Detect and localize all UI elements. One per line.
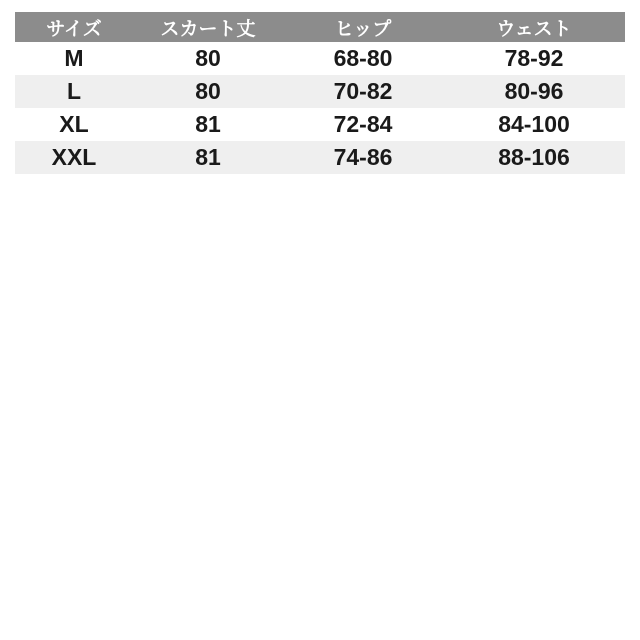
table-row [15, 108, 625, 141]
cell-skirt-length: 81 [133, 141, 283, 174]
cell-size: XXL [15, 141, 133, 174]
table-body [15, 42, 625, 174]
column-header-waist: ウェスト [443, 12, 625, 42]
size-chart-container [0, 0, 640, 174]
cell-skirt-length: 80 [133, 75, 283, 108]
table-header-row [15, 12, 625, 42]
table-row [15, 141, 625, 174]
table-header [15, 12, 625, 42]
cell-hip: 70-82 [283, 75, 443, 108]
blank-area [0, 174, 640, 614]
cell-size: XL [15, 108, 133, 141]
cell-waist: 84-100 [443, 108, 625, 141]
cell-skirt-length: 81 [133, 108, 283, 141]
cell-skirt-length: 80 [133, 42, 283, 75]
column-header-skirt-length: スカート丈 [133, 12, 283, 42]
table-row [15, 75, 625, 108]
table-row [15, 42, 625, 75]
cell-size: L [15, 75, 133, 108]
cell-size: M [15, 42, 133, 75]
cell-waist: 78-92 [443, 42, 625, 75]
cell-hip: 72-84 [283, 108, 443, 141]
column-header-hip: ヒップ [283, 12, 443, 42]
size-chart-table [15, 12, 625, 174]
cell-hip: 68-80 [283, 42, 443, 75]
cell-waist: 88-106 [443, 141, 625, 174]
column-header-size: サイズ [15, 12, 133, 42]
cell-hip: 74-86 [283, 141, 443, 174]
cell-waist: 80-96 [443, 75, 625, 108]
